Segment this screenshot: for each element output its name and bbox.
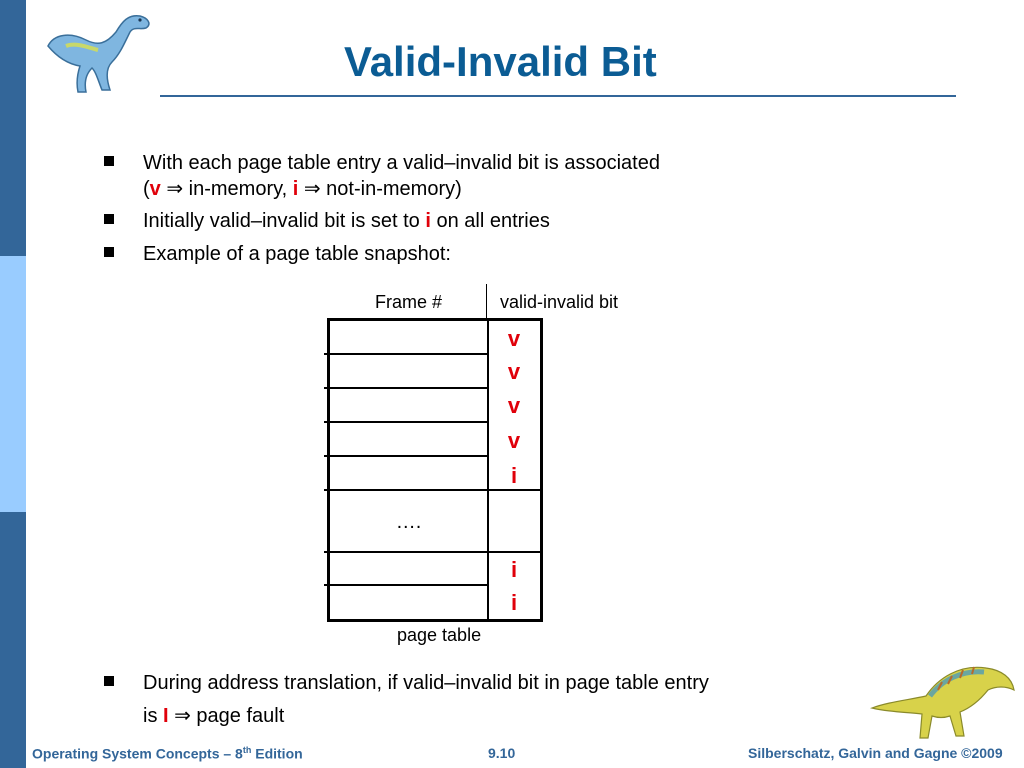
- header-divider: [486, 284, 487, 320]
- bullet-line: is I ⇒ page fault: [143, 705, 285, 727]
- bit-cell: i: [510, 590, 518, 615]
- bullet-text: Example of a page table snapshot:: [143, 243, 451, 265]
- bit-cell: v: [507, 393, 521, 418]
- row-separator: [487, 489, 540, 491]
- row-tick: [324, 551, 332, 553]
- row-separator: [330, 551, 487, 553]
- row-separator: [330, 353, 487, 355]
- row-separator: [487, 551, 540, 553]
- footer-page-number: 9.10: [488, 745, 516, 761]
- invalid-bit-label: I: [163, 705, 169, 727]
- bit-cell: i: [510, 557, 518, 582]
- sidebar-bottom-band: [0, 512, 26, 768]
- sidebar-middle-band: [0, 256, 26, 512]
- footer-authors: Silberschatz, Galvin and Gagne ©2009: [748, 745, 1003, 761]
- sidebar: [0, 0, 26, 768]
- row-tick: [324, 584, 332, 586]
- row-separator: [330, 421, 487, 423]
- bit-cell: v: [507, 326, 521, 351]
- row-separator: [330, 455, 487, 457]
- footer-book-title: Operating System Concepts – 8th Edition: [32, 745, 303, 762]
- bullet-square-icon: [104, 214, 114, 224]
- bit-cell: i: [510, 463, 518, 488]
- bullet-line: (v ⇒ in-memory, i ⇒ not-in-memory): [143, 178, 462, 200]
- row-separator: [330, 584, 487, 586]
- slide-title: Valid-Invalid Bit: [344, 38, 657, 85]
- invalid-bit-label: i: [425, 210, 431, 232]
- dinosaur-small-icon: [868, 656, 1018, 742]
- bullet-line: During address translation, if valid–invalid bit in page table entry: [143, 672, 709, 694]
- sidebar-top-band: [0, 0, 26, 256]
- frame-column-header: Frame #: [375, 292, 443, 312]
- bullet-text: Initially valid–invalid bit is set to i on all entries: [143, 210, 550, 232]
- row-tick: [324, 353, 332, 355]
- bit-cell: v: [507, 428, 521, 453]
- bullet-text: [143, 670, 709, 729]
- bullet-line: With each page table entry a valid–invalid bit is associated: [143, 152, 660, 174]
- ellipsis-cell: ….: [395, 511, 422, 533]
- row-separator: [330, 489, 487, 491]
- table-caption: page table: [397, 625, 482, 645]
- row-tick: [324, 489, 332, 491]
- row-tick: [324, 421, 332, 423]
- title-divider: [160, 95, 956, 97]
- bullet-square-icon: [104, 247, 114, 257]
- row-separator: [330, 387, 487, 389]
- bit-column-header: valid-invalid bit: [500, 292, 619, 312]
- bullet-square-icon: [104, 156, 114, 166]
- invalid-bit-label: i: [292, 178, 299, 200]
- row-tick: [324, 455, 332, 457]
- bit-cell: v: [507, 359, 521, 384]
- valid-bit-label: v: [149, 178, 161, 200]
- row-tick: [324, 387, 332, 389]
- bullet-text: [143, 150, 660, 202]
- dinosaur-logo-icon: [36, 6, 156, 96]
- bullet-square-icon: [104, 676, 114, 686]
